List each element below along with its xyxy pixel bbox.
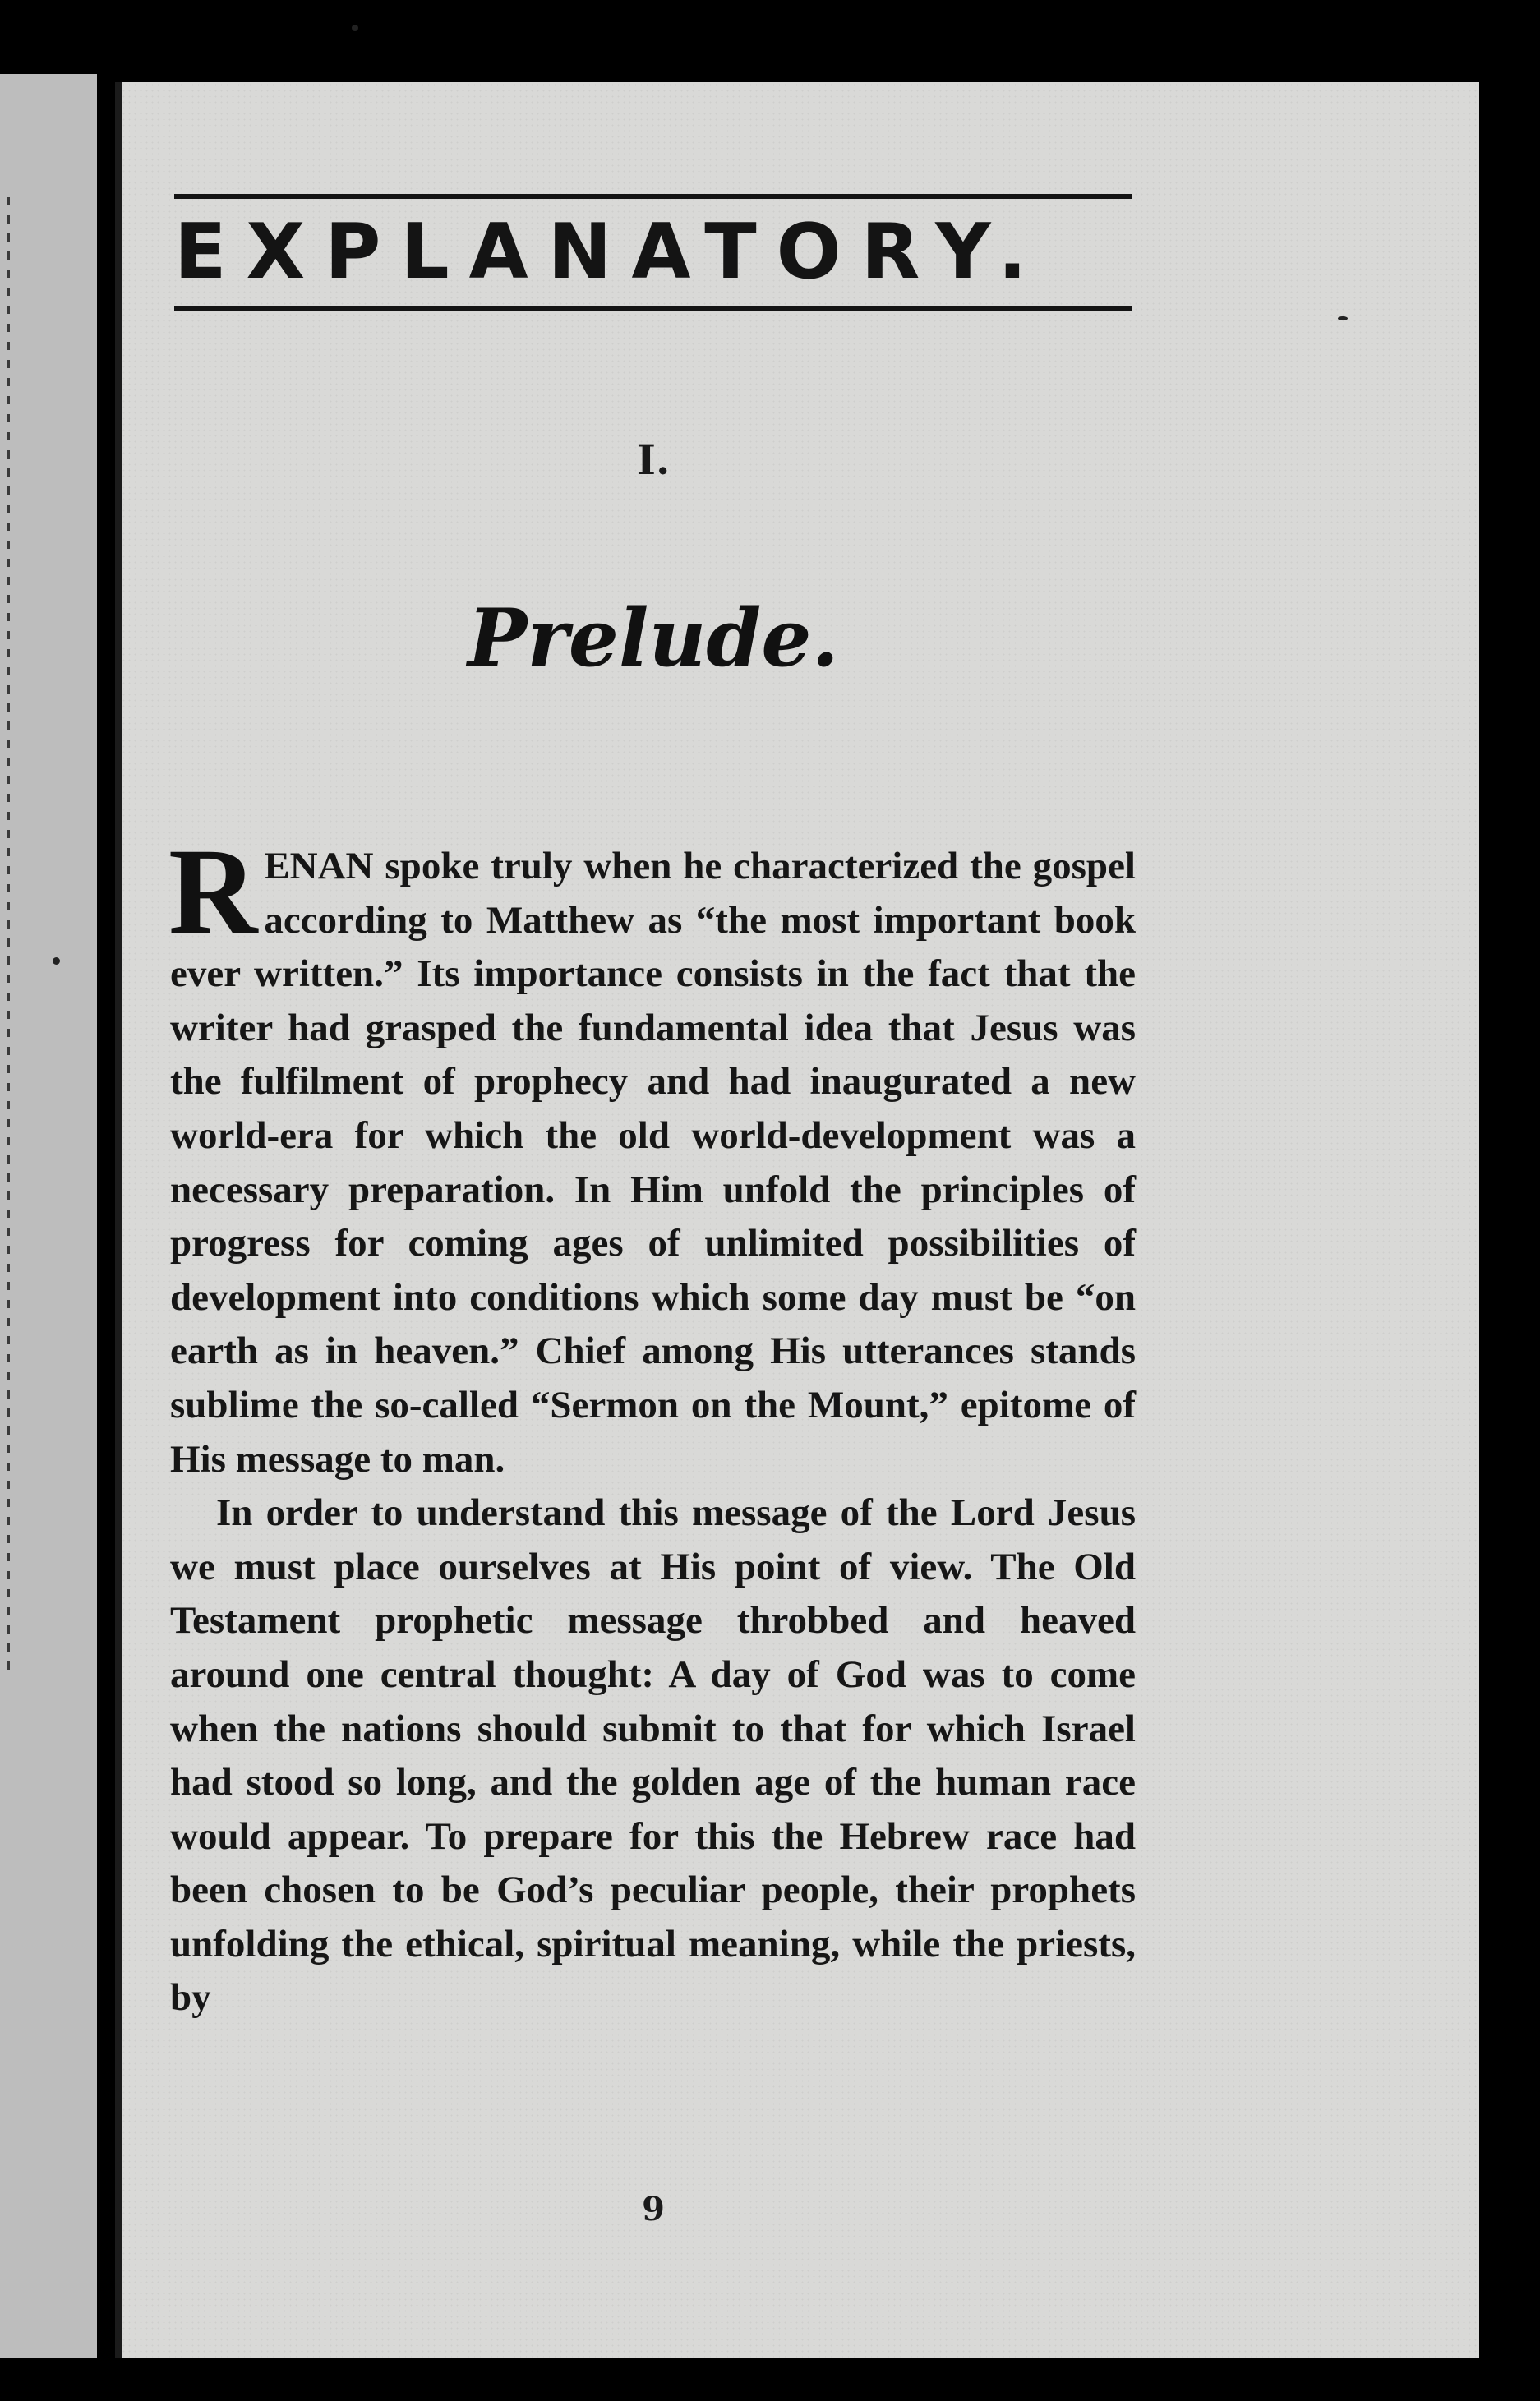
heading-bottom-rule: [174, 306, 1132, 311]
page-gutter-line: [115, 82, 122, 2358]
drop-cap: R: [168, 823, 258, 960]
paragraph-1: [168, 823, 1136, 1486]
chapter-number: I.: [636, 435, 671, 484]
page-number: 9: [642, 2190, 665, 2228]
heading-top-rule: [174, 194, 1132, 199]
chapter-title: Prelude.: [468, 592, 839, 684]
paragraph-1-text: ENAN spoke truly when he characterized the gospel according to Matthew as “the most important book ever written.” Its importance consists in the fact that the writer had grasped the fundamental idea that Jesus was the fulfilment of prophecy and had inaugurated a new world-era for which the old world-development was a necessary preparation. In Him unfold the principles of progress for coming ages of unlimited possibilities of development into conditions which some day must be “on earth as in heaven.” Chief among His utterances stands sublime the so-called “Sermon on the Mount,” epitome of His message to man.: [170, 845, 1136, 1481]
page-heading: EXPLANATORY.: [174, 207, 1047, 296]
scan-speck: [53, 957, 60, 965]
scan-speck: [1338, 316, 1348, 320]
scan-speck: [352, 25, 358, 31]
paragraph-2: In order to understand this message of the Lord Jesus we must place ourselves at His point of view. The Old Testament prophetic message throbbed and heaved around one central thought: A day of God was to come when the nations should submit to that for which Israel had stood so long, and the golden age of the human race would appear. To prepare for this the Hebrew race had been chosen to be God’s peculiar people, their prophets unfolding the ethical, spiritual meaning, while the priests, by: [170, 1491, 1136, 2020]
facing-page-border: [7, 197, 10, 1676]
facing-page-edge: [0, 74, 97, 2358]
body-text: [168, 823, 1136, 2025]
